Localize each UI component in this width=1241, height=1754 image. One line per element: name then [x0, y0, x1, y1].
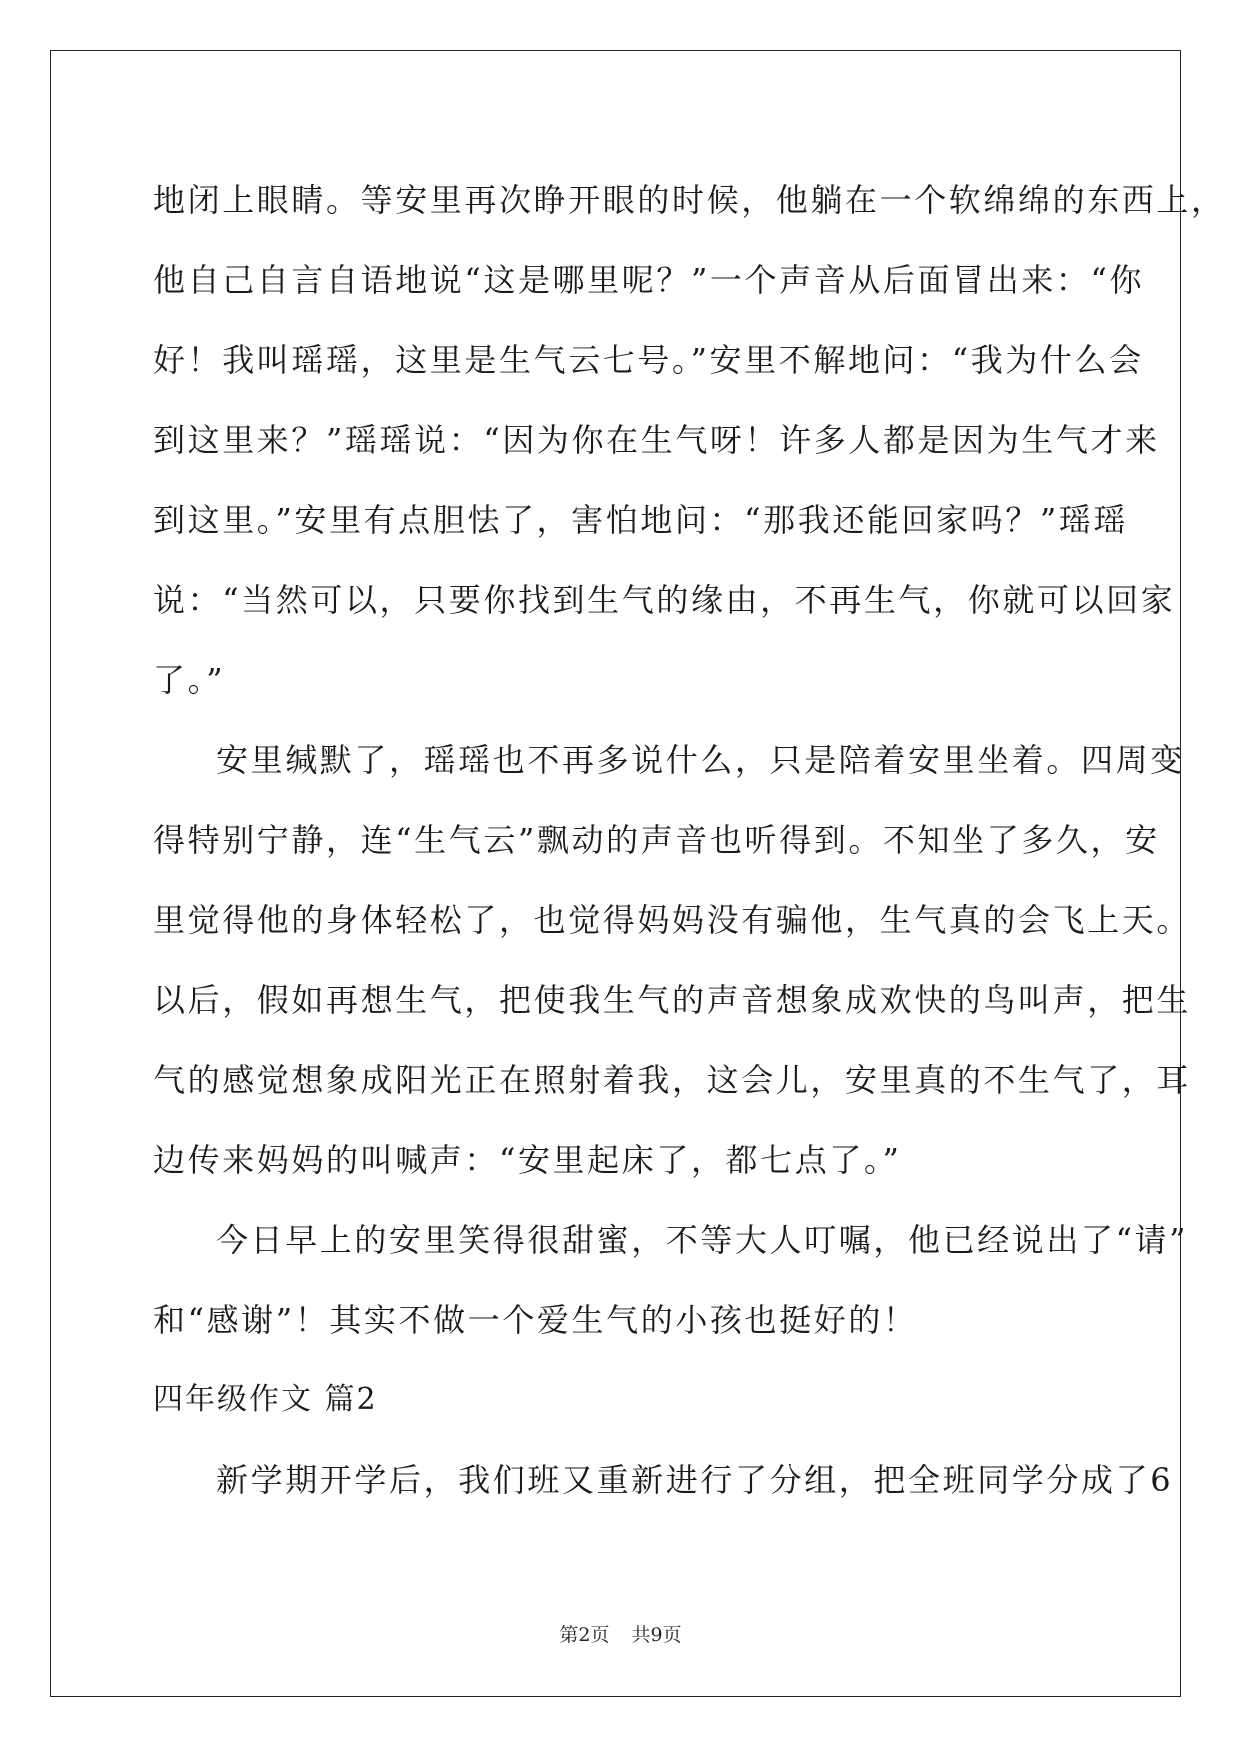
text-line: 得特别宁静，连“生气云”飘动的声音也听得到。不知坐了多久，安 — [153, 821, 1160, 859]
text-line: 好！我叫瑶瑶，这里是生气云七号。”安里不解地问：“我为什么会 — [153, 341, 1144, 379]
page-footer — [0, 1620, 1241, 1647]
text-line: 气的感觉想象成阳光正在照射着我，这会儿，安里真的不生气了，耳 — [153, 1061, 1192, 1099]
page-total: 共9页 — [631, 1624, 682, 1646]
text-line: 到这里来？”瑶瑶说：“因为你在生气呀！许多人都是因为生气才来 — [153, 421, 1160, 459]
text-line: 安里缄默了，瑶瑶也不再多说什么，只是陪着安里坐着。四周变 — [216, 741, 1185, 779]
page-number: 第2页 — [559, 1624, 610, 1646]
text-line: 地闭上眼睛。等安里再次睁开眼的时候，他躺在一个软绵绵的东西上， — [153, 181, 1226, 219]
text-line: 到这里。”安里有点胆怯了，害怕地问：“那我还能回家吗？”瑶瑶 — [153, 501, 1129, 539]
document-body — [153, 160, 1226, 1520]
text-line: 了。” — [153, 661, 226, 699]
text-line: 边传来妈妈的叫喊声：“安里起床了，都七点了。” — [153, 1141, 902, 1179]
text-line: 以后，假如再想生气，把使我生气的声音想象成欢快的鸟叫声，把生 — [153, 981, 1192, 1019]
text-line: 今日早上的安里笑得很甜蜜，不等大人叮嘱，他已经说出了“请” — [216, 1221, 1189, 1259]
section-heading: 四年级作文 篇2 — [153, 1382, 378, 1417]
text-line: 里觉得他的身体轻松了，也觉得妈妈没有骗他，生气真的会飞上天。 — [153, 901, 1192, 939]
text-line: 他自己自言自语地说“这是哪里呢？”一个声音从后面冒出来：“你 — [153, 261, 1145, 299]
text-line: 新学期开学后，我们班又重新进行了分组，把全班同学分成了6 — [216, 1461, 1174, 1499]
text-line: 说：“当然可以，只要你找到生气的缘由，不再生气，你就可以回家 — [153, 581, 1176, 619]
text-line: 和“感谢”！其实不做一个爱生气的小孩也挺好的！ — [153, 1301, 918, 1339]
